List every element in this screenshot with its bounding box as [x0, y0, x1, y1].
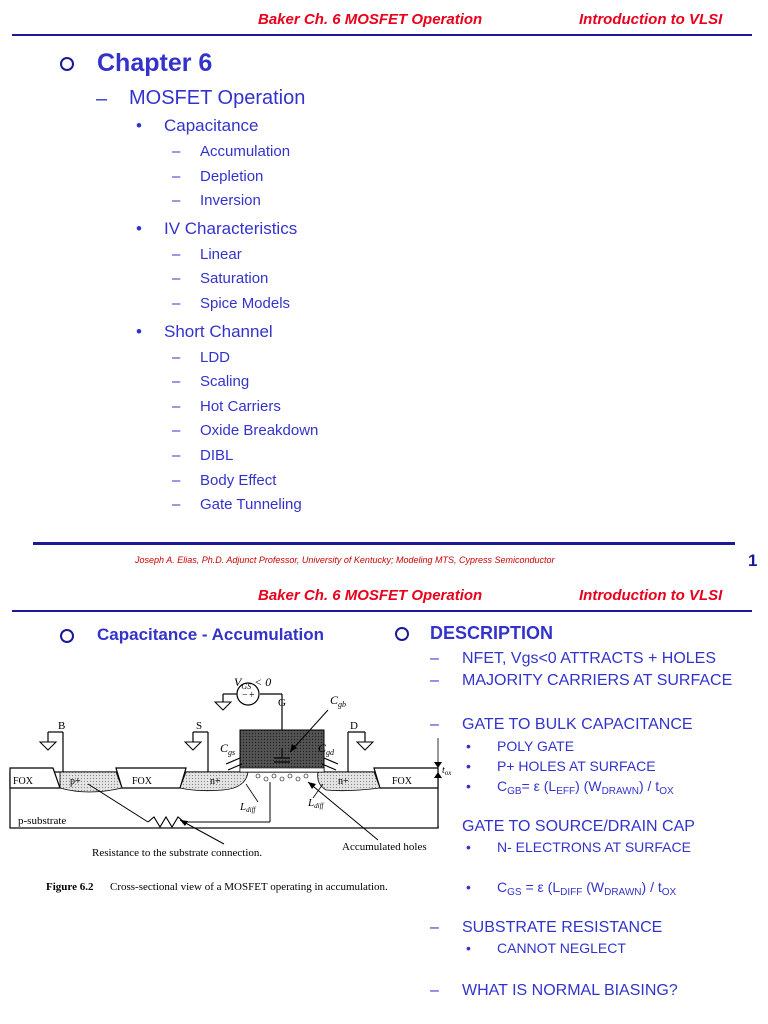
slide-header — [0, 576, 768, 612]
description-item: GATE TO BULK CAPACITANCE — [462, 716, 693, 733]
bullet-dot-icon: • — [136, 116, 142, 135]
dash-icon: – — [430, 716, 439, 733]
footer-credit: Joseph A. Elias, Ph.D. Adjunct Professor, University of Kentucky; Modeling MTS, Cypress Semiconductor — [135, 555, 555, 565]
description-item: SUBSTRATE RESISTANCE — [462, 919, 663, 936]
cgs-formula — [497, 879, 676, 898]
drain-terminal-label: D — [350, 720, 358, 732]
ldiff-label: Ldiff — [308, 797, 324, 810]
fox-label: FOX — [392, 776, 413, 787]
psubstrate-label: p-substrate — [18, 815, 67, 827]
formula-text: ) (W — [575, 778, 602, 794]
fox-label: FOX — [13, 776, 34, 787]
formula-subscript: OX — [659, 786, 674, 797]
gate-oxide — [240, 768, 324, 772]
level3-item: Spice Models — [200, 295, 291, 312]
formula-subscript: EFF — [556, 786, 576, 797]
header-rule — [12, 34, 752, 36]
footer-rule — [33, 542, 735, 545]
level3-item: Linear — [200, 245, 242, 263]
level3-item: Saturation — [200, 270, 269, 288]
ground-icon — [215, 702, 231, 710]
formula-text: ) / t — [641, 879, 662, 895]
description-subitem: CANNOT NEGLECT — [497, 940, 626, 956]
fox-label: FOX — [132, 776, 153, 787]
header-course: Baker Ch. 6 MOSFET Operation — [258, 11, 483, 28]
slide-title: Chapter 6 — [97, 49, 213, 77]
formula-subscript: OX — [661, 887, 677, 898]
dash-icon: – — [172, 496, 181, 514]
header-course: Baker Ch. 6 MOSFET Operation — [258, 587, 483, 604]
description-subitem: N- ELECTRONS AT SURFACE — [497, 839, 691, 855]
svg-text:−: − — [242, 690, 248, 701]
figure-number: Figure 6.2 — [46, 881, 94, 893]
description-item: GATE TO SOURCE/DRAIN CAP — [462, 818, 695, 835]
level3-item: Inversion — [200, 192, 261, 210]
resistance-caption: Resistance to the substrate connection. — [92, 847, 263, 859]
level1-item: MOSFET Operation — [129, 87, 306, 109]
formula-subscript: DRAWN — [601, 786, 639, 797]
formula-subscript: DRAWN — [604, 887, 642, 898]
bullet-circle-icon — [60, 629, 74, 643]
formula-text: = ε (L — [521, 778, 557, 794]
dash-icon: – — [172, 397, 181, 415]
bullet-dot-icon: • — [466, 778, 471, 794]
dash-icon: – — [172, 192, 181, 210]
bullet-circle-icon — [395, 627, 409, 641]
bullet-dot-icon: • — [136, 321, 142, 341]
pplus-label: p+ — [70, 776, 81, 787]
slide-2 — [0, 576, 768, 1024]
header-rule — [12, 610, 752, 612]
formula-subscript: DIFF — [560, 887, 583, 898]
description-item: NFET, Vgs<0 ATTRACTS + HOLES — [462, 650, 716, 667]
cgd-label: $C_{gd}$ — [318, 741, 335, 757]
dash-icon: – — [430, 982, 439, 999]
bullet-dot-icon: • — [136, 218, 142, 238]
dash-icon: – — [430, 672, 439, 689]
formula-subscript: GB — [507, 786, 522, 797]
ldiff-label: Ldiff — [240, 801, 256, 814]
dash-icon: – — [172, 295, 181, 312]
formula-text: C — [497, 879, 508, 895]
gate-terminal-label: G — [278, 697, 286, 709]
description-subitem: POLY GATE — [497, 738, 575, 754]
bullet-circle-icon — [60, 57, 74, 71]
ground-icon — [40, 742, 56, 750]
bullet-dot-icon: • — [466, 758, 471, 774]
nplus-label: n+ — [338, 776, 349, 787]
dash-icon: – — [172, 143, 181, 160]
dash-icon: – — [172, 447, 181, 464]
left-title: Capacitance - Accumulation — [97, 625, 325, 644]
cgb-formula — [497, 778, 674, 797]
description-item: MAJORITY CARRIERS AT SURFACE — [462, 672, 733, 689]
level3-item: Scaling — [200, 373, 250, 391]
figure-caption: Cross-sectional view of a MOSFET operating in accumulation. — [110, 881, 388, 893]
bullet-dot-icon: • — [466, 839, 471, 855]
nplus-drain — [318, 772, 380, 791]
formula-text: C — [497, 778, 508, 794]
description-subitem: P+ HOLES AT SURFACE — [497, 758, 656, 774]
bullet-dot-icon: • — [466, 940, 471, 956]
level3-item: Body Effect — [200, 471, 277, 489]
dash-icon: – — [172, 167, 181, 185]
level3-item: LDD — [200, 348, 231, 366]
svg-text:+: + — [249, 690, 255, 701]
cgs-label: $C_{gs}$ — [220, 741, 236, 757]
holes-caption: Accumulated holes — [342, 841, 427, 853]
dash-icon: – — [172, 245, 181, 263]
vgs-label: $V_{GS} < 0$ — [234, 675, 272, 691]
ground-icon — [185, 742, 201, 750]
mosfet-cross-section-figure — [8, 672, 452, 902]
dash-icon: – — [172, 471, 181, 489]
body-terminal-label: B — [58, 720, 66, 732]
dash-icon: – — [172, 270, 181, 288]
page-number: 1 — [748, 551, 758, 570]
level3-item: Hot Carriers — [200, 397, 281, 415]
level3-item: DIBL — [200, 447, 234, 464]
level2-item: Short Channel — [164, 321, 273, 341]
formula-text: (W — [582, 879, 605, 895]
level3-item: Oxide Breakdown — [200, 422, 319, 440]
bullet-dot-icon: • — [466, 738, 471, 754]
formula-text: ) / t — [638, 778, 660, 794]
slide-header — [0, 0, 768, 36]
level2-item: IV Characteristics — [164, 218, 298, 238]
dash-icon: – — [96, 88, 108, 110]
dash-icon: – — [172, 373, 181, 391]
level2-item: Capacitance — [164, 116, 259, 135]
dash-icon: – — [172, 422, 181, 440]
level3-item: Accumulation — [200, 143, 291, 160]
formula-text: = ε (L — [521, 879, 561, 895]
cgb-label: $C_{gb}$ — [330, 693, 347, 709]
description-item: WHAT IS NORMAL BIASING? — [462, 982, 678, 999]
nplus-label: n+ — [210, 776, 221, 787]
dash-icon: – — [430, 919, 439, 936]
dash-icon: – — [172, 348, 181, 366]
source-terminal-label: S — [196, 720, 203, 732]
header-title: Introduction to VLSI — [579, 11, 723, 28]
header-title: Introduction to VLSI — [579, 587, 723, 604]
bullet-dot-icon: • — [466, 879, 471, 895]
tox-label: $t_{ox}$ — [442, 765, 452, 777]
formula-subscript: GS — [507, 887, 522, 898]
right-title: DESCRIPTION — [430, 623, 554, 643]
dash-icon: – — [430, 650, 439, 667]
level3-item: Gate Tunneling — [200, 496, 302, 514]
ground-icon — [357, 742, 373, 750]
level3-item: Depletion — [200, 167, 264, 185]
